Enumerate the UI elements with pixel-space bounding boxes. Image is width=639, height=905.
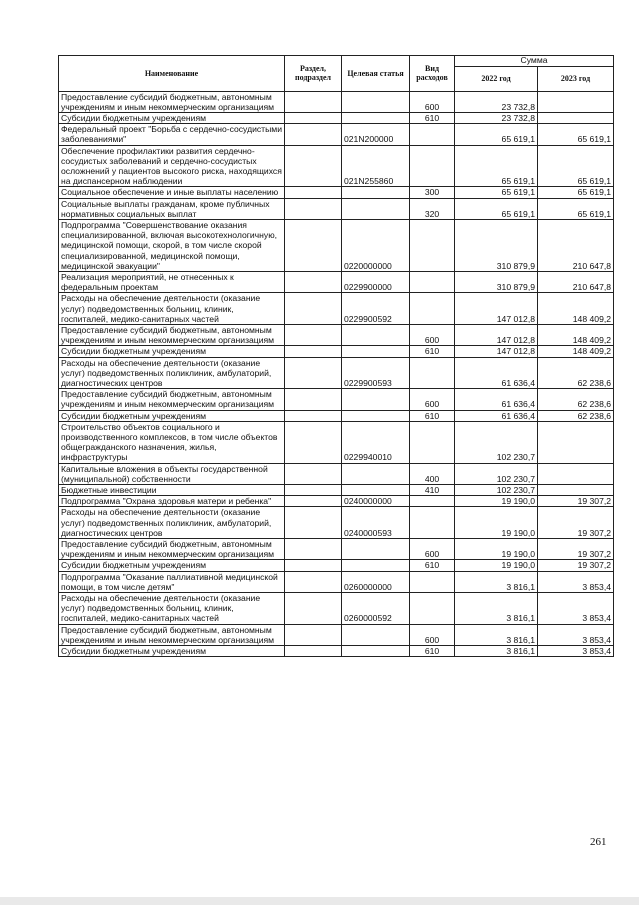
cell-expense-type	[410, 357, 455, 389]
cell-sum-2023: 3 853,4	[538, 646, 614, 657]
table-row	[59, 293, 614, 325]
table-row	[59, 91, 614, 112]
table-row	[59, 496, 614, 507]
cell-sum-2022: 65 619,1	[455, 145, 538, 187]
cell-sum-2023: 148 409,2	[538, 293, 614, 325]
cell-name: Субсидии бюджетным учреждениям	[59, 410, 285, 421]
cell-section	[285, 421, 342, 463]
cell-name: Предоставление субсидий бюджетным, автономным учреждениям и иным некоммерческим организациям	[59, 624, 285, 645]
cell-section	[285, 91, 342, 112]
cell-sum-2022: 147 012,8	[455, 324, 538, 345]
cell-expense-type: 600	[410, 624, 455, 645]
cell-sum-2023: 19 307,2	[538, 496, 614, 507]
table-row	[59, 485, 614, 496]
cell-sum-2022: 310 879,9	[455, 271, 538, 292]
cell-name: Капитальные вложения в объекты государственной (муниципальной) собственности	[59, 463, 285, 484]
cell-sum-2023	[538, 112, 614, 123]
cell-article	[342, 624, 410, 645]
table-row	[59, 112, 614, 123]
cell-sum-2023: 19 307,2	[538, 507, 614, 539]
cell-article: 0240000593	[342, 507, 410, 539]
cell-sum-2022: 19 190,0	[455, 539, 538, 560]
cell-expense-type: 610	[410, 346, 455, 357]
cell-expense-type	[410, 571, 455, 592]
table-row	[59, 198, 614, 219]
cell-article: 021N255860	[342, 145, 410, 187]
cell-sum-2023: 148 409,2	[538, 324, 614, 345]
cell-section	[285, 219, 342, 271]
table-row	[59, 593, 614, 625]
cell-article: 0220000000	[342, 219, 410, 271]
cell-sum-2022: 310 879,9	[455, 219, 538, 271]
cell-section	[285, 357, 342, 389]
cell-section	[285, 187, 342, 198]
cell-section	[285, 389, 342, 410]
header-name: Наименование	[59, 56, 285, 92]
cell-name: Подпрограмма "Совершенствование оказания специализированной, включая высокотехнологичную, медицинской помощи, скорой, в том числе скорой специализированной, медицинской помощи, медицинской эвакуации"	[59, 219, 285, 271]
cell-sum-2023	[538, 485, 614, 496]
cell-section	[285, 346, 342, 357]
table-row	[59, 571, 614, 592]
table-row	[59, 357, 614, 389]
budget-table	[58, 55, 614, 657]
cell-sum-2022: 147 012,8	[455, 346, 538, 357]
table-row	[59, 624, 614, 645]
cell-sum-2022: 19 190,0	[455, 507, 538, 539]
cell-sum-2022: 65 619,1	[455, 124, 538, 145]
cell-section	[285, 293, 342, 325]
cell-article	[342, 112, 410, 123]
cell-expense-type	[410, 421, 455, 463]
scan-bottom-edge	[0, 897, 639, 905]
table-row	[59, 539, 614, 560]
cell-article: 0240000000	[342, 496, 410, 507]
cell-name: Социальные выплаты гражданам, кроме публичных нормативных социальных выплат	[59, 198, 285, 219]
cell-section	[285, 593, 342, 625]
cell-section	[285, 496, 342, 507]
cell-expense-type	[410, 593, 455, 625]
table-row	[59, 346, 614, 357]
header-expense-type: Вид расходов	[410, 56, 455, 92]
table-row	[59, 271, 614, 292]
cell-expense-type: 320	[410, 198, 455, 219]
cell-sum-2022: 61 636,4	[455, 389, 538, 410]
cell-article	[342, 198, 410, 219]
cell-sum-2022: 65 619,1	[455, 187, 538, 198]
cell-section	[285, 271, 342, 292]
cell-article	[342, 485, 410, 496]
cell-name: Строительство объектов социального и производственного комплексов, в том числе объектов общегражданского назначения, жилья, инфраструктуры	[59, 421, 285, 463]
cell-name: Субсидии бюджетным учреждениям	[59, 560, 285, 571]
table-body	[59, 91, 614, 657]
cell-sum-2023: 62 238,6	[538, 357, 614, 389]
cell-section	[285, 124, 342, 145]
cell-section	[285, 507, 342, 539]
cell-name: Социальное обеспечение и иные выплаты населению	[59, 187, 285, 198]
cell-sum-2022: 23 732,8	[455, 112, 538, 123]
cell-sum-2023: 65 619,1	[538, 198, 614, 219]
cell-article	[342, 187, 410, 198]
table-row	[59, 410, 614, 421]
cell-name: Реализация мероприятий, не отнесенных к федеральным проектам	[59, 271, 285, 292]
cell-sum-2023: 65 619,1	[538, 124, 614, 145]
cell-name: Расходы на обеспечение деятельности (оказание услуг) подведомственных больниц, клиник, госпиталей, медико-санитарных частей	[59, 293, 285, 325]
cell-expense-type: 600	[410, 539, 455, 560]
cell-article	[342, 389, 410, 410]
table-row	[59, 124, 614, 145]
header-section: Раздел, подраздел	[285, 56, 342, 92]
cell-sum-2023: 3 853,4	[538, 593, 614, 625]
cell-sum-2023: 3 853,4	[538, 571, 614, 592]
cell-sum-2023: 19 307,2	[538, 539, 614, 560]
cell-name: Расходы на обеспечение деятельности (оказание услуг) подведомственных больниц, клиник, госпиталей, медико-санитарных частей	[59, 593, 285, 625]
cell-sum-2022: 3 816,1	[455, 646, 538, 657]
cell-article: 021N200000	[342, 124, 410, 145]
table-row	[59, 324, 614, 345]
cell-section	[285, 324, 342, 345]
table-row	[59, 145, 614, 187]
cell-sum-2023: 65 619,1	[538, 187, 614, 198]
cell-article	[342, 560, 410, 571]
cell-sum-2023: 148 409,2	[538, 346, 614, 357]
cell-section	[285, 410, 342, 421]
table-row	[59, 463, 614, 484]
table-row	[59, 560, 614, 571]
header-year-2022: 2022 год	[455, 66, 538, 91]
cell-sum-2022: 23 732,8	[455, 91, 538, 112]
cell-name: Предоставление субсидий бюджетным, автономным учреждениям и иным некоммерческим организациям	[59, 539, 285, 560]
table-row	[59, 389, 614, 410]
cell-article: 0229900592	[342, 293, 410, 325]
cell-section	[285, 112, 342, 123]
cell-sum-2022: 3 816,1	[455, 571, 538, 592]
cell-name: Подпрограмма "Охрана здоровья матери и ребенка"	[59, 496, 285, 507]
cell-sum-2023: 210 647,8	[538, 271, 614, 292]
page-number: 261	[590, 836, 607, 848]
cell-sum-2023: 19 307,2	[538, 560, 614, 571]
cell-sum-2023: 3 853,4	[538, 624, 614, 645]
table-row	[59, 421, 614, 463]
cell-name: Расходы на обеспечение деятельности (оказание услуг) подведомственных поликлиник, амбулаторий, диагностических центров	[59, 357, 285, 389]
cell-name: Предоставление субсидий бюджетным, автономным учреждениям и иным некоммерческим организациям	[59, 324, 285, 345]
cell-section	[285, 198, 342, 219]
cell-expense-type: 600	[410, 91, 455, 112]
cell-expense-type	[410, 496, 455, 507]
cell-article: 0229940010	[342, 421, 410, 463]
cell-name: Федеральный проект "Борьба с сердечно-сосудистыми заболеваниями"	[59, 124, 285, 145]
cell-article	[342, 346, 410, 357]
cell-expense-type: 400	[410, 463, 455, 484]
cell-section	[285, 463, 342, 484]
cell-name: Субсидии бюджетным учреждениям	[59, 346, 285, 357]
table-header-row	[59, 56, 614, 67]
cell-sum-2022: 147 012,8	[455, 293, 538, 325]
cell-sum-2023: 65 619,1	[538, 145, 614, 187]
cell-sum-2022: 102 230,7	[455, 463, 538, 484]
cell-article	[342, 91, 410, 112]
header-year-2023: 2023 год	[538, 66, 614, 91]
table-row	[59, 646, 614, 657]
cell-expense-type: 610	[410, 112, 455, 123]
cell-sum-2022: 102 230,7	[455, 485, 538, 496]
cell-section	[285, 560, 342, 571]
cell-name: Подпрограмма "Оказание паллиативной медицинской помощи, в том числе детям"	[59, 571, 285, 592]
cell-sum-2023	[538, 463, 614, 484]
cell-name: Предоставление субсидий бюджетным, автономным учреждениям и иным некоммерческим организациям	[59, 91, 285, 112]
cell-article: 0260000592	[342, 593, 410, 625]
cell-article: 0229900593	[342, 357, 410, 389]
cell-name: Субсидии бюджетным учреждениям	[59, 646, 285, 657]
cell-article: 0229900000	[342, 271, 410, 292]
cell-sum-2022: 65 619,1	[455, 198, 538, 219]
cell-expense-type	[410, 219, 455, 271]
cell-section	[285, 539, 342, 560]
cell-article	[342, 646, 410, 657]
table-row	[59, 187, 614, 198]
table-row	[59, 507, 614, 539]
cell-name: Расходы на обеспечение деятельности (оказание услуг) подведомственных поликлиник, амбулаторий, диагностических центров	[59, 507, 285, 539]
cell-expense-type: 610	[410, 646, 455, 657]
cell-expense-type: 600	[410, 389, 455, 410]
cell-sum-2023: 62 238,6	[538, 410, 614, 421]
cell-section	[285, 145, 342, 187]
cell-name: Бюджетные инвестиции	[59, 485, 285, 496]
cell-expense-type	[410, 124, 455, 145]
cell-name: Обеспечение профилактики развития сердечно-сосудистых заболеваний и сердечно-сосудистых осложнений у пациентов высокого риска, находящихся на диспансерном наблюдении	[59, 145, 285, 187]
table-row	[59, 219, 614, 271]
header-article: Целевая статья	[342, 56, 410, 92]
cell-article	[342, 410, 410, 421]
cell-sum-2022: 102 230,7	[455, 421, 538, 463]
cell-expense-type	[410, 271, 455, 292]
cell-sum-2022: 61 636,4	[455, 410, 538, 421]
cell-expense-type	[410, 293, 455, 325]
cell-sum-2023	[538, 421, 614, 463]
cell-article	[342, 539, 410, 560]
cell-sum-2022: 19 190,0	[455, 560, 538, 571]
cell-section	[285, 646, 342, 657]
cell-section	[285, 485, 342, 496]
cell-sum-2022: 61 636,4	[455, 357, 538, 389]
cell-sum-2023: 210 647,8	[538, 219, 614, 271]
cell-expense-type: 610	[410, 560, 455, 571]
cell-article: 0260000000	[342, 571, 410, 592]
cell-expense-type: 610	[410, 410, 455, 421]
cell-section	[285, 571, 342, 592]
cell-expense-type	[410, 507, 455, 539]
cell-sum-2023: 62 238,6	[538, 389, 614, 410]
cell-section	[285, 624, 342, 645]
cell-name: Субсидии бюджетным учреждениям	[59, 112, 285, 123]
cell-sum-2022: 3 816,1	[455, 593, 538, 625]
cell-expense-type	[410, 145, 455, 187]
cell-sum-2022: 19 190,0	[455, 496, 538, 507]
cell-sum-2022: 3 816,1	[455, 624, 538, 645]
cell-sum-2023	[538, 91, 614, 112]
cell-name: Предоставление субсидий бюджетным, автономным учреждениям и иным некоммерческим организациям	[59, 389, 285, 410]
cell-expense-type: 410	[410, 485, 455, 496]
cell-article	[342, 324, 410, 345]
cell-expense-type: 300	[410, 187, 455, 198]
header-sum: Сумма	[455, 56, 614, 67]
cell-expense-type: 600	[410, 324, 455, 345]
cell-article	[342, 463, 410, 484]
